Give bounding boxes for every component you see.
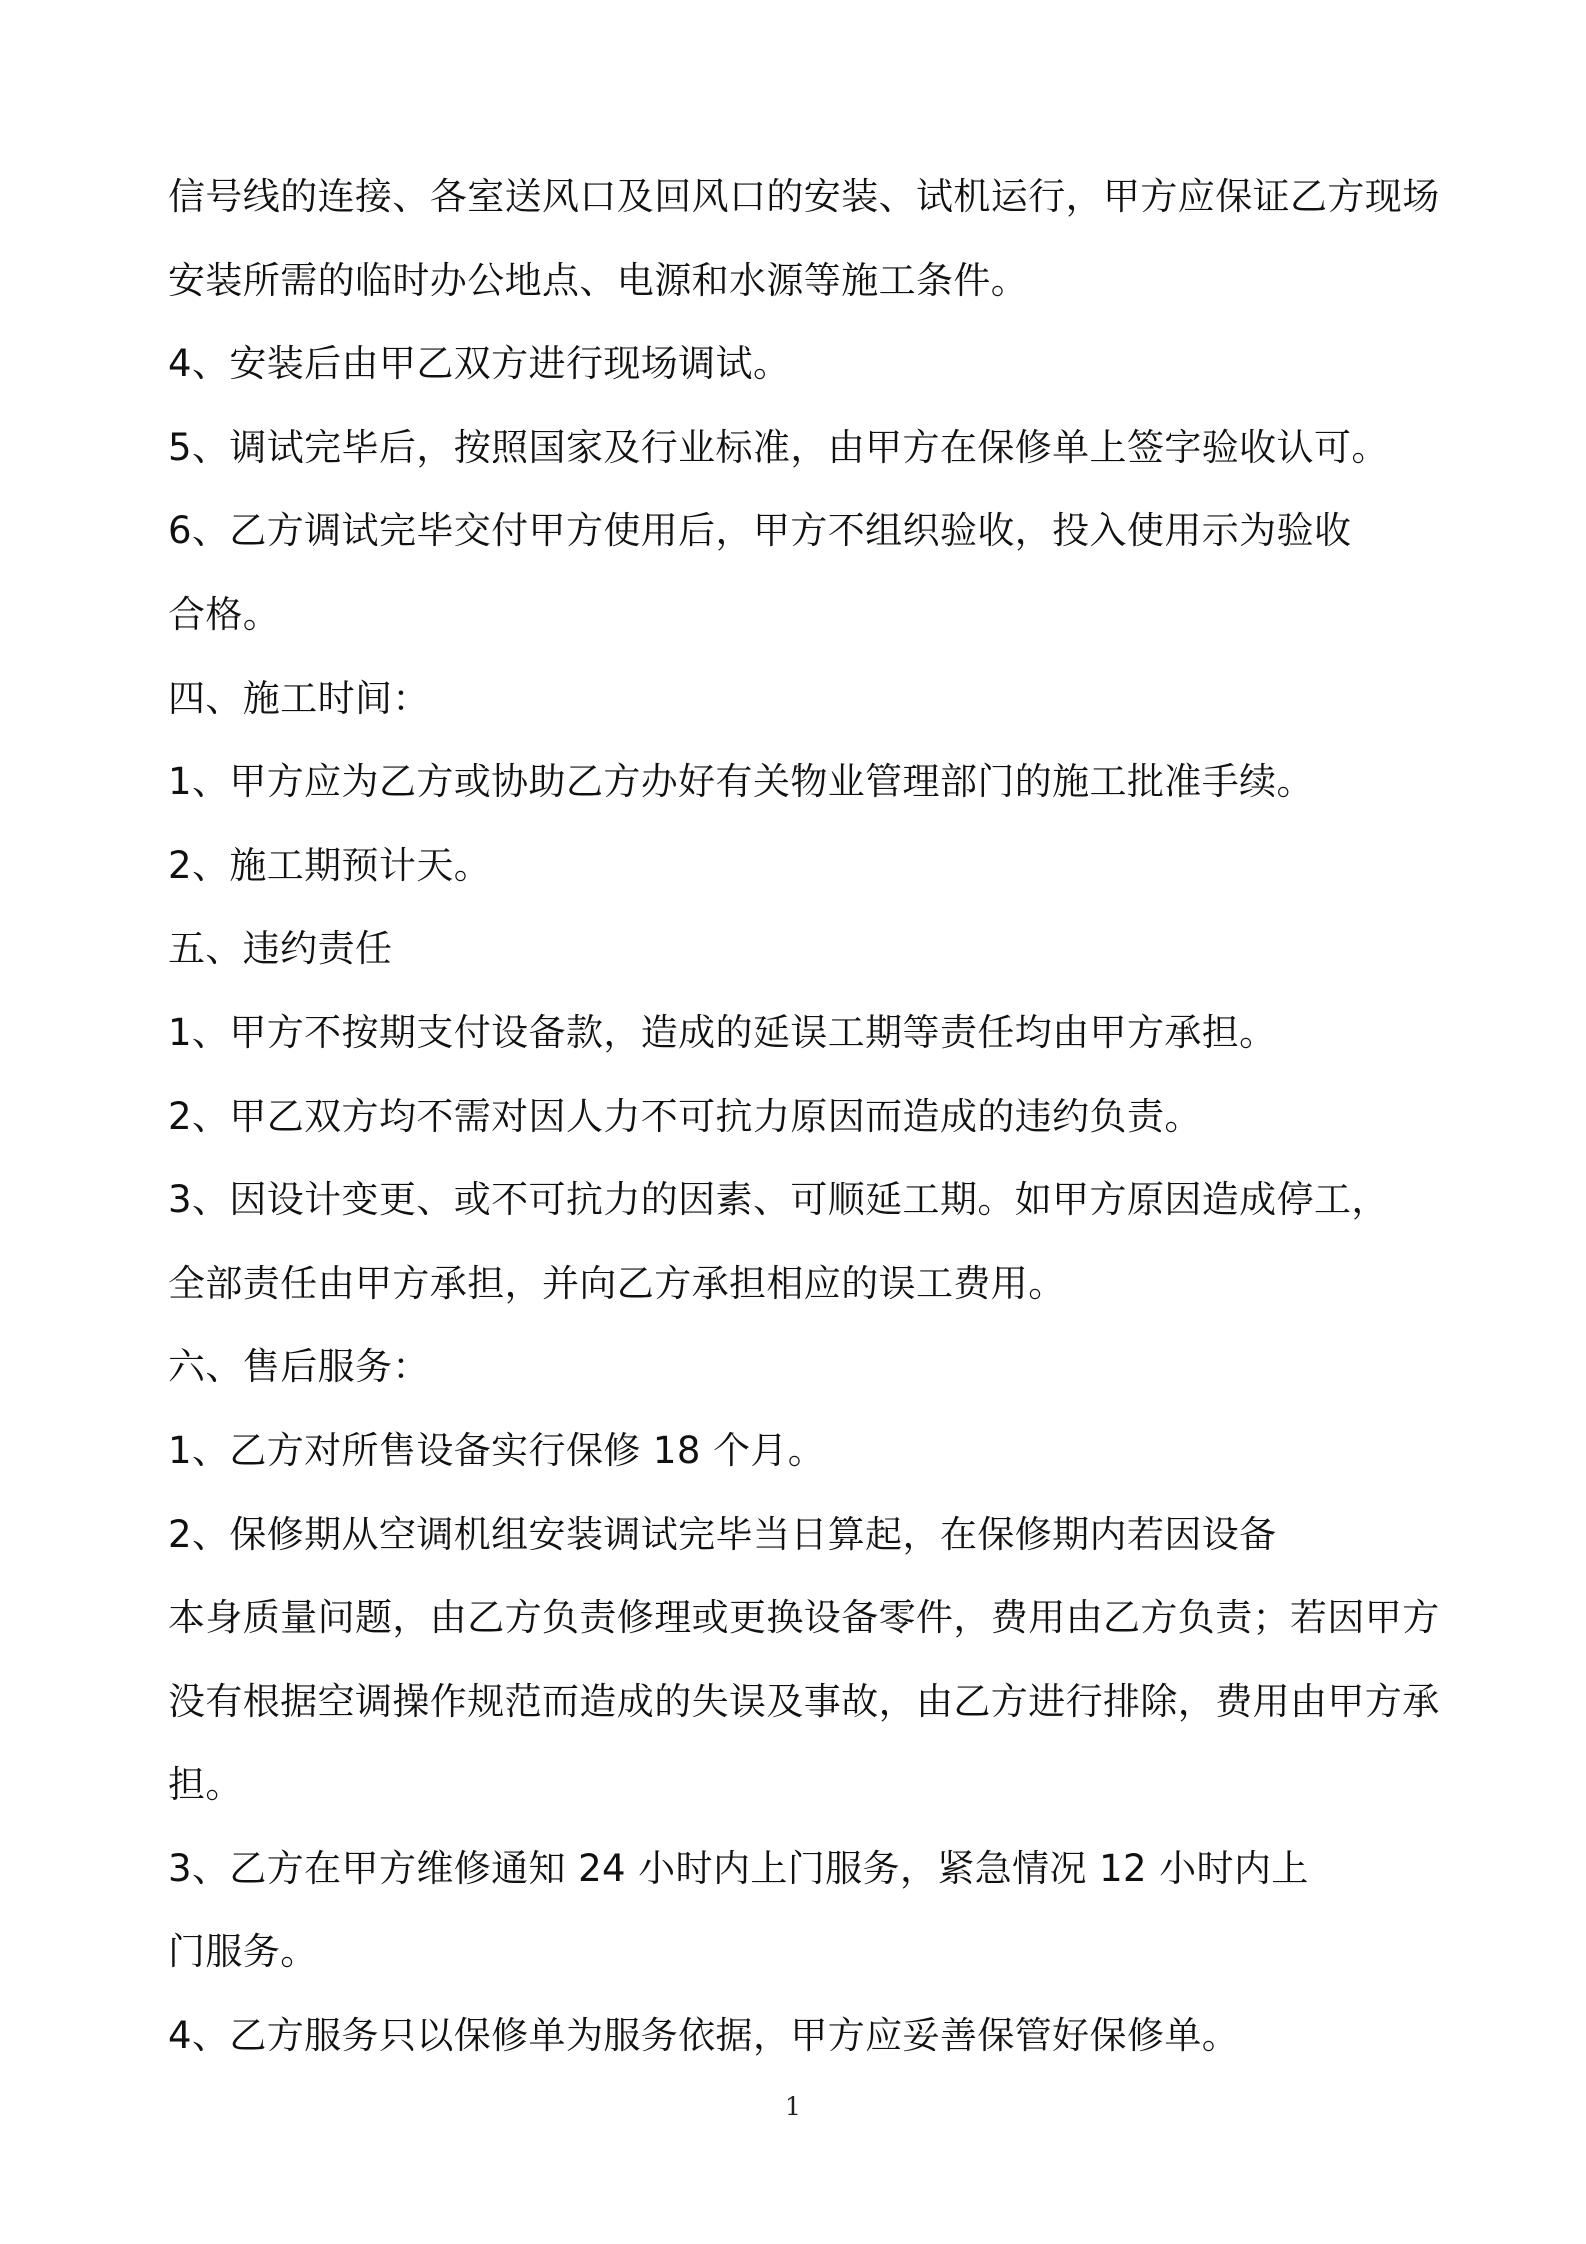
text-line: 1、甲方不按期支付设备款，造成的延误工期等责任均由甲方承担。 bbox=[168, 1010, 1277, 1054]
text-line: 担。 bbox=[168, 1763, 243, 1807]
page-number: 1 bbox=[785, 2092, 801, 2121]
text-line: 2、保修期从空调机组安装调试完毕当日算起，在保修期内若因设备 bbox=[168, 1512, 1277, 1556]
text-line: 本身质量问题，由乙方负责修理或更换设备零件，费用由乙方负责；若因甲方 bbox=[168, 1596, 1440, 1640]
text-line: 2、施工期预计天。 bbox=[168, 843, 492, 887]
text-line: 2、甲乙双方均不需对因人力不可抗力原因而造成的违约负责。 bbox=[168, 1094, 1202, 1138]
text-line: 合格。 bbox=[168, 592, 281, 636]
section-heading: 四、施工时间： bbox=[168, 676, 430, 720]
text-line: 门服务。 bbox=[168, 1930, 318, 1974]
text-line: 4、乙方服务只以保修单为服务依据，甲方应妥善保管好保修单。 bbox=[168, 2014, 1240, 2058]
text-line: 安装所需的临时办公地点、电源和水源等施工条件。 bbox=[168, 258, 1029, 302]
text-line: 1、甲方应为乙方或协助乙方办好有关物业管理部门的施工批准手续。 bbox=[168, 760, 1314, 804]
text-line: 全部责任由甲方承担，并向乙方承担相应的误工费用。 bbox=[168, 1261, 1066, 1305]
text-line: 3、乙方在甲方维修通知 24 小时内上门服务，紧急情况 12 小时内上 bbox=[168, 1846, 1309, 1890]
section-heading: 五、违约责任 bbox=[168, 927, 393, 971]
text-line: 信号线的连接、各室送风口及回风口的安装、试机运行，甲方应保证乙方现场 bbox=[168, 175, 1440, 218]
text-line: 6、乙方调试完毕交付甲方使用后，甲方不组织验收，投入使用示为验收 bbox=[168, 509, 1352, 553]
text-line: 3、因设计变更、或不可抗力的因素、可顺延工期。如甲方原因造成停工， bbox=[168, 1178, 1389, 1222]
section-heading: 六、售后服务： bbox=[168, 1345, 430, 1389]
text-line: 1、乙方对所售设备实行保修 18 个月。 bbox=[168, 1428, 826, 1472]
text-line: 5、调试完毕后，按照国家及行业标准，由甲方在保修单上签字验收认可。 bbox=[168, 425, 1389, 469]
text-line: 没有根据空调操作规范而造成的失误及事故，由乙方进行排除，费用由甲方承 bbox=[168, 1679, 1440, 1723]
document-body bbox=[168, 155, 1448, 2078]
text-line: 4、安装后由甲乙双方进行现场调试。 bbox=[168, 342, 791, 386]
